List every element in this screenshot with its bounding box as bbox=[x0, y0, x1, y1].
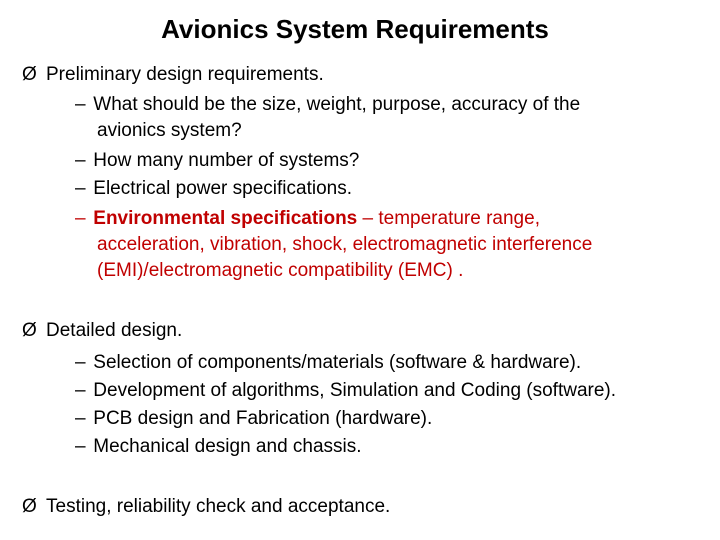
dash-icon: – bbox=[75, 436, 86, 457]
bullet-text: Preliminary design requirements. bbox=[46, 64, 324, 85]
arrow-bullet-icon: Ø bbox=[22, 64, 37, 85]
environmental-specs-text: – temperature range, bbox=[357, 208, 540, 229]
sub-item-continuation: avionics system? bbox=[97, 120, 242, 141]
sub-item-pcb-design bbox=[75, 406, 432, 432]
arrow-bullet-icon: Ø bbox=[22, 496, 37, 517]
sub-item-continuation: acceleration, vibration, shock, electromagnetic interference bbox=[97, 234, 593, 255]
bullet-text: Testing, reliability check and acceptance. bbox=[46, 496, 391, 517]
sub-item-size-weight bbox=[75, 92, 580, 144]
dash-icon: – bbox=[75, 352, 86, 373]
sub-item-selection-components bbox=[75, 350, 581, 376]
bullet-text: Detailed design. bbox=[46, 320, 183, 341]
sub-item-development-algorithms bbox=[75, 378, 616, 404]
dash-icon: – bbox=[75, 208, 86, 229]
bullet-detailed-design bbox=[22, 320, 182, 342]
sub-item-text: How many number of systems? bbox=[93, 150, 360, 171]
sub-item-continuation: (EMI)/electromagnetic compatibility (EMC) . bbox=[97, 260, 464, 281]
sub-item-text: Mechanical design and chassis. bbox=[93, 436, 362, 457]
sub-item-text: PCB design and Fabrication (hardware). bbox=[93, 408, 433, 429]
sub-item-number-systems bbox=[75, 148, 359, 174]
sub-item-text: What should be the size, weight, purpose, accuracy of the bbox=[93, 94, 581, 115]
dash-icon: – bbox=[75, 380, 86, 401]
bullet-testing bbox=[22, 496, 390, 518]
sub-item-text: Electrical power specifications. bbox=[93, 178, 352, 199]
environmental-specs-label: Environmental specifications bbox=[93, 208, 358, 229]
sub-item-mechanical-design bbox=[75, 434, 362, 460]
sub-item-environmental-specs bbox=[75, 206, 592, 284]
slide-title: Avionics System Requirements bbox=[161, 14, 549, 44]
dash-icon: – bbox=[75, 408, 86, 429]
bullet-preliminary-design bbox=[22, 64, 324, 86]
arrow-bullet-icon: Ø bbox=[22, 320, 37, 341]
sub-item-text: Development of algorithms, Simulation and Coding (software). bbox=[93, 380, 617, 401]
dash-icon: – bbox=[75, 94, 86, 115]
dash-icon: – bbox=[75, 178, 86, 199]
sub-item-text: Selection of components/materials (software & hardware). bbox=[93, 352, 582, 373]
dash-icon: – bbox=[75, 150, 86, 171]
sub-item-electrical-power bbox=[75, 176, 352, 202]
